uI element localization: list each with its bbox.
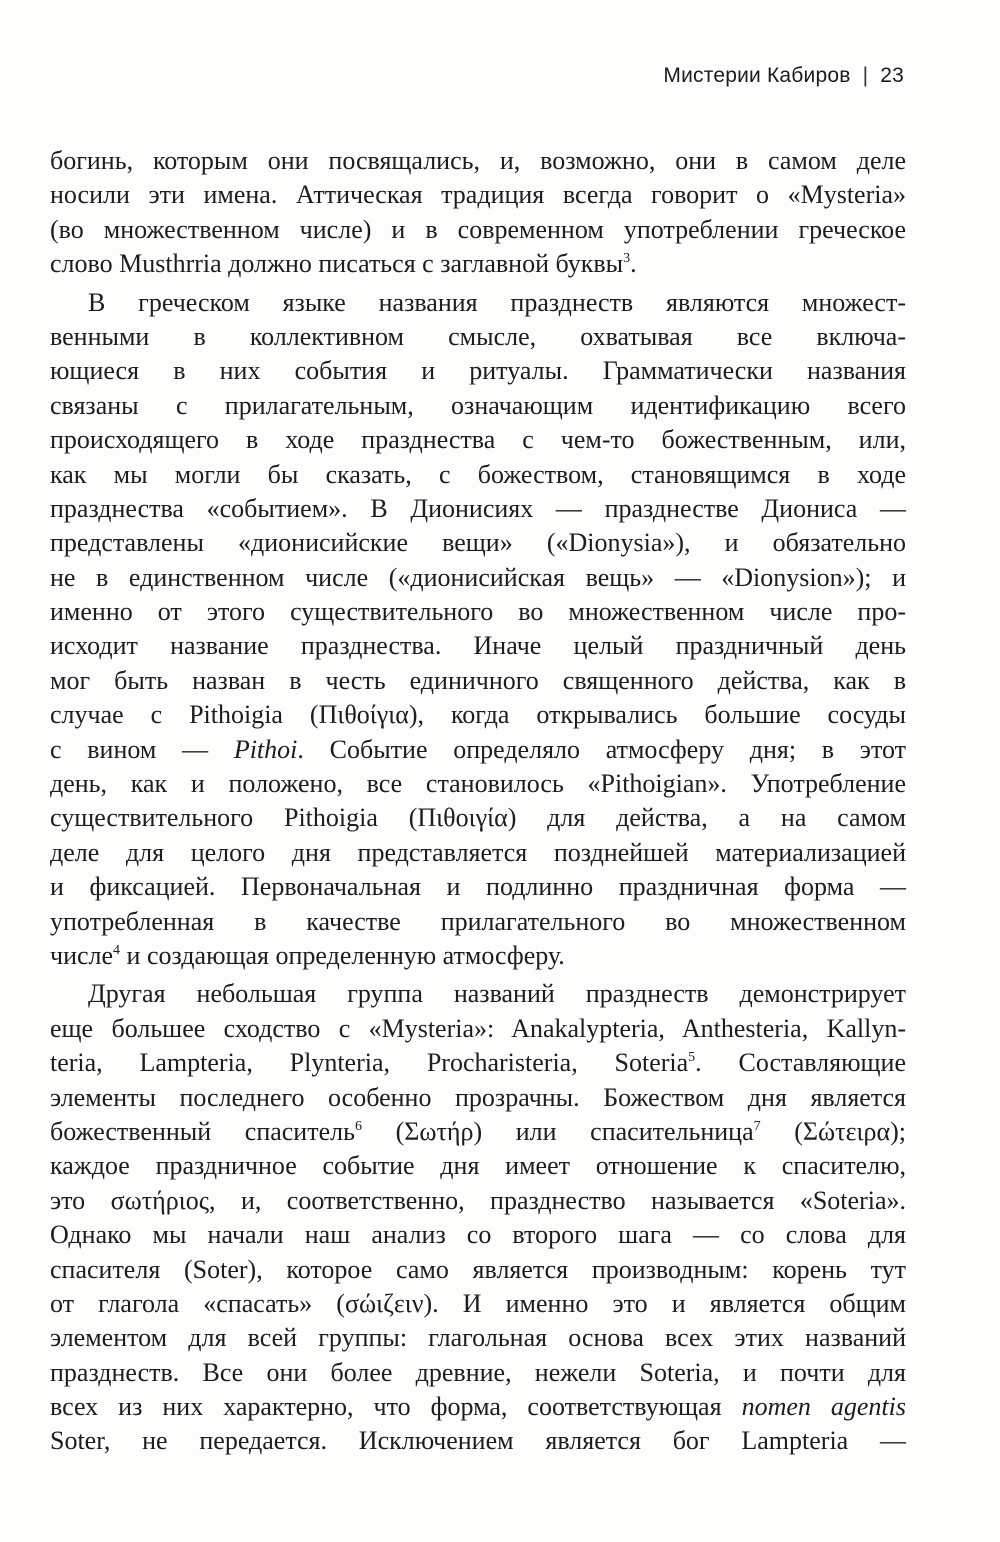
text-line: элементом для всей группы: глагольная основа всех этих названий — [50, 1323, 906, 1353]
line-tail: . Составляющие — [695, 1048, 906, 1078]
footnote-ref-3[interactable]: 3 — [623, 251, 631, 267]
text-line: случае с Pithoigia (Πιθοίγια), когда открывались большие сосуды — [50, 700, 906, 730]
text-line: (во множественном числе) и в современном употреблении греческое — [50, 214, 906, 244]
footnote-ref-6[interactable]: 6 — [354, 1118, 362, 1134]
text-line: существительного Pithoigia (Πιθοιγία) для действа, а на самом — [50, 803, 906, 833]
text-line: носили эти имена. Аттическая традиция всегда говорит о «Mysteria» — [50, 180, 906, 210]
text-line: связаны с прилагательным, означающим идентификацию всего — [50, 390, 906, 420]
paragraph-3 — [50, 977, 906, 1458]
text-line: Soter, не передается. Исключением является бог Lampteria — — [50, 1426, 906, 1456]
text-line: это σωτήριος, и, соответственно, празднество называется «Soteria». — [50, 1185, 906, 1215]
text-line: празднеств. Все они более древние, нежели Soteria, и почти для — [50, 1357, 906, 1387]
body-text — [50, 144, 906, 1459]
page-number: 23 — [880, 64, 904, 87]
text-line — [50, 1390, 906, 1424]
text-line: именно от этого существительного во множественном числе про- — [50, 597, 906, 627]
text-line — [50, 247, 906, 281]
text-line: Однако мы начали наш анализ со второго шага — со слова для — [50, 1220, 906, 1250]
italic-term: Pithoi — [233, 734, 298, 764]
chapter-title: Мистерии Кабиров — [663, 64, 851, 87]
line-text: числе — [50, 940, 114, 970]
header-separator: | — [862, 64, 869, 87]
text-line — [50, 733, 906, 767]
text-line: не в единственном числе («дионисийская вещь» — «Dionysion»); и — [50, 562, 906, 592]
text-line: представлены «дионисийские вещи» («Dionysia»), и обязательно — [50, 528, 906, 558]
footnote-ref-7[interactable]: 7 — [753, 1118, 761, 1134]
italic-term: nomen agentis — [741, 1392, 906, 1422]
line-text: . Событие определяло атмосферу дня; в этот — [297, 734, 906, 764]
line-text: всех из них характерно, что форма, соответствующая — [50, 1392, 742, 1422]
line-text: (Σωτήρ) или спасительница — [361, 1116, 754, 1146]
text-line — [50, 1046, 906, 1080]
text-line: от глагола «спасать» (σώιζειν). И именно это и является общим — [50, 1288, 906, 1318]
paragraph-2 — [50, 286, 906, 974]
footnote-ref-5[interactable]: 5 — [688, 1050, 696, 1066]
text-line: день, как и положено, все становилось «Pithoigian». Употребление — [50, 769, 906, 799]
line-text: божественный спаситель — [50, 1116, 355, 1146]
line-text: teria, Lampteria, Plynteria, Procharisteria, Soteria — [50, 1048, 689, 1078]
text-line: богинь, которым они посвящались, и, возможно, они в самом деле — [50, 146, 906, 175]
text-line: употребленная в качестве прилагательного во множественном — [50, 906, 906, 936]
text-line: еще большее сходство с «Mysteria»: Anakalypteria, Anthesteria, Kallyn- — [50, 1013, 906, 1043]
text-line: ющиеся в них события и ритуалы. Грамматически названия — [50, 356, 906, 386]
line-text: (Σώτειρα); — [760, 1116, 906, 1146]
line-tail: . — [630, 249, 637, 279]
paragraph-1 — [50, 144, 906, 282]
text-line: как мы могли бы сказать, с божеством, становящимся в ходе — [50, 459, 906, 489]
text-line — [50, 1115, 906, 1149]
text-line: деле для целого дня представляется позднейшей материализацией — [50, 837, 906, 867]
text-line: каждое праздничное событие дня имеет отношение к спасителю, — [50, 1151, 906, 1181]
line-tail: и создающая определенную атмосферу. — [120, 940, 565, 970]
line-text: с вином — — [50, 734, 234, 764]
text-line: происходящего в ходе празднества с чем-то божественным, или, — [50, 425, 906, 455]
text-line: Другая небольшая группа названий празднеств демонстрирует — [88, 979, 906, 1009]
footnote-ref-4[interactable]: 4 — [113, 942, 121, 958]
running-header — [663, 64, 904, 88]
text-line: венными в коллективном смысле, охватывая все включа- — [50, 321, 906, 351]
text-line — [50, 939, 906, 973]
text-line: мог быть назван в честь единичного священного действа, как в — [50, 665, 906, 695]
text-line: В греческом языке названия празднеств являются множест- — [88, 287, 906, 317]
text-line: исходит название празднества. Иначе целый праздничный день — [50, 631, 906, 661]
line-text: слово Musthrria должно писаться с заглавной буквы — [50, 249, 624, 279]
text-line: празднества «событием». В Дионисиях — празднестве Диониса — — [50, 493, 906, 523]
text-line: спасителя (Soter), которое само является производным: корень тут — [50, 1254, 906, 1284]
text-line: и фиксацией. Первоначальная и подлинно праздничная форма — — [50, 872, 906, 902]
text-line: элементы последнего особенно прозрачны. Божеством дня является — [50, 1082, 906, 1112]
